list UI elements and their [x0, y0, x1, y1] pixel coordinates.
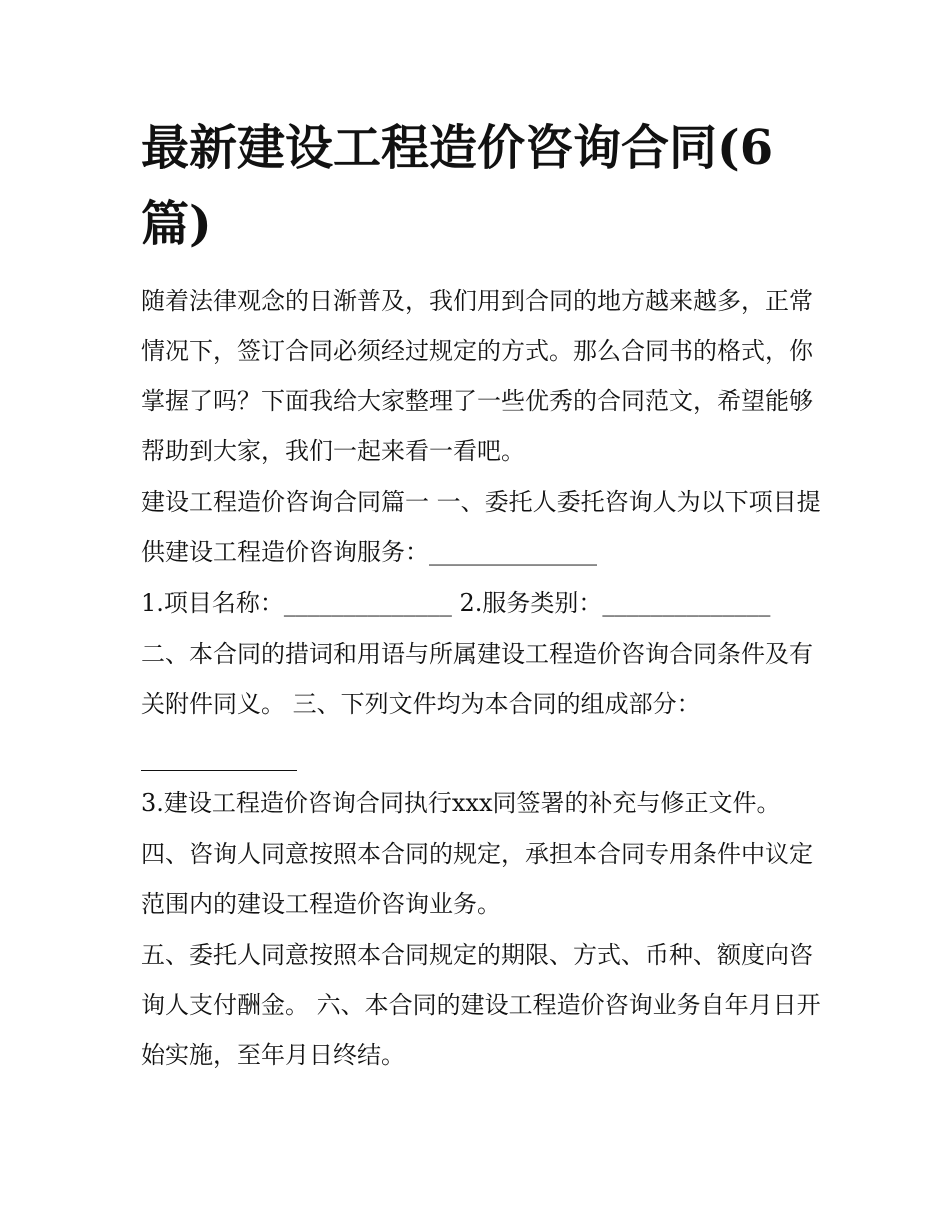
article-four-paragraph: 四、咨询人同意按照本合同的规定，承担本合同专用条件中议定范围内的建设工程造价咨询业务。	[141, 840, 813, 918]
document-title: 最新建设工程造价咨询合同(6篇)	[141, 120, 774, 252]
articles-two-three-paragraph: 二、本合同的措词和用语与所属建设工程造价咨询合同条件及有关附件同义。 三、下列文件均为本合同的组成部分：	[141, 640, 813, 718]
article-one-paragraph: 建设工程造价咨询合同篇一 一、委托人委托咨询人为以下项目提供建设工程造价咨询服务：______________	[141, 488, 821, 566]
intro-paragraph: 随着法律观念的日渐普及，我们用到合同的地方越来越多，正常情况下，签订合同必须经过规定的方式。那么合同书的格式，你掌握了吗？下面我给大家整理了一些优秀的合同范文，希望能够帮助到大家，我们一起来看一看吧。	[141, 287, 813, 465]
fill-in-blank-line	[141, 740, 297, 771]
item-three-paragraph: 3.建设工程造价咨询合同执行xxx同签署的补充与修正文件。	[141, 789, 781, 817]
document-body	[141, 276, 821, 1081]
articles-five-six-paragraph: 五、委托人同意按照本合同规定的期限、方式、币种、额度向咨询人支付酬金。 六、本合同的建设工程造价咨询业务自年月日开始实施，至年月日终结。	[141, 941, 821, 1069]
project-fields-paragraph: 1.项目名称：______________ 2.服务类别：______________	[141, 589, 771, 617]
